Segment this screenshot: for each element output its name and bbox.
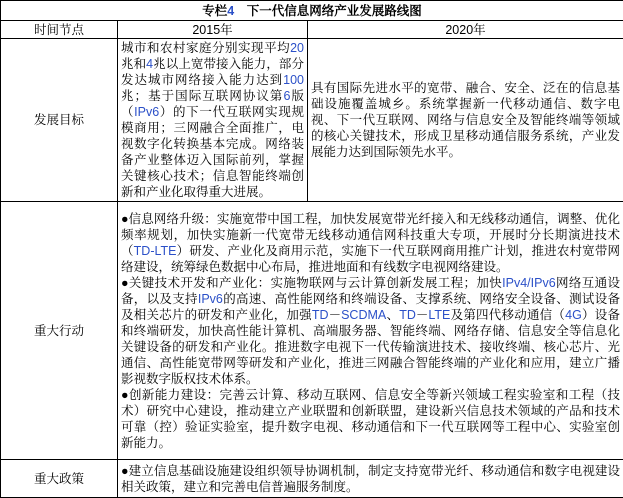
row-label-actions: 重大行动 [1,202,118,460]
actions-row [1,202,623,460]
header-year-2015: 2015年 [118,21,308,39]
table-title: 专栏4 下一代信息网络产业发展路线图 [1,1,623,21]
row-label-goals: 发展目标 [1,39,118,202]
header-time-node: 时间节点 [1,21,118,39]
goals-row [1,39,623,202]
header-row [1,21,623,39]
goals-2020-cell: 具有国际先进水平的宽带、融合、安全、泛在的信息基础设施覆盖城乡。系统掌握新一代移动通信、数字电视、下一代互联网、网络与信息安全及智能终端等领域的核心关键技术，形成卫星移动通信服务系统，产业发展能力达到国际领先水平。 [308,39,623,202]
action-item-network-upgrade: ●信息网络升级：实施宽带中国工程，加快发展宽带光纤接入和无线移动通信，调整、优化频率规划，加快实施新一代宽带无线移动通信网科技重大专项，开展时分长期演进技术（TD-LTE）研发、产业化及商用示范，实施下一代互联网商用推广计划，推进农村宽带网络建设，统筹绿色数据中心布局，推进地面和有线数字电视网络建设。 [121,211,620,275]
title-row [1,1,623,21]
goals-2015-cell: 城市和农村家庭分别实现平均20兆和4兆以上宽带接入能力，部分发达城市网络接入能力达到100兆；基于国际互联网协议第6版（IPv6）的下一代互联网实现规模商用；三网融合全面推广，电视数字化转换基本完成。网络装备产业整体迈入国际前列，掌握关键核心技术；信息智能终端创新和产业化取得重大进展。 [118,39,308,202]
policies-row [1,460,623,498]
policies-cell: ●建立信息基础设施建设组织领导协调机制，制定支持宽带光纤、移动通信和数字电视建设相关政策，建立和完善电信普遍服务制度。 [118,460,623,498]
header-year-2020: 2020年 [308,21,623,39]
actions-cell [118,202,623,460]
action-item-innovation-capability: ●创新能力建设：完善云计算、移动互联网、信息安全等新兴领域工程实验室和工程（技术）研究中心建设，推动建立产业联盟和创新联盟，建设新兴信息技术领域的产品和技术可靠（控）验证实验室，提升数字电视、移动通信和下一代互联网等工程中心、实验室创新能力。 [121,387,620,451]
action-item-key-technology: ●关键技术开发和产业化：实施物联网与云计算创新发展工程；加快IPv4/IPv6网络互通设备，以及支持IPv6的高速、高性能网络和终端设备、支撑系统、网络安全设备、测试设备及相关芯片的研发和产业化，加强TD－SCDMA、TD－LTE及第四代移动通信（4G）设备和终端研发，加快高性能计算机、高端服务器、智能终端、网络存储、信息安全等信息化关键设备的研发和产业化。推进数字电视下一代传输演进技术、接收终端、核心芯片、光通信、高性能宽带网等研发和产业化，推进三网融合智能终端的产业化和应用，建立广播影视数字版权技术体系。 [121,275,620,387]
row-label-policies: 重大政策 [1,460,118,498]
